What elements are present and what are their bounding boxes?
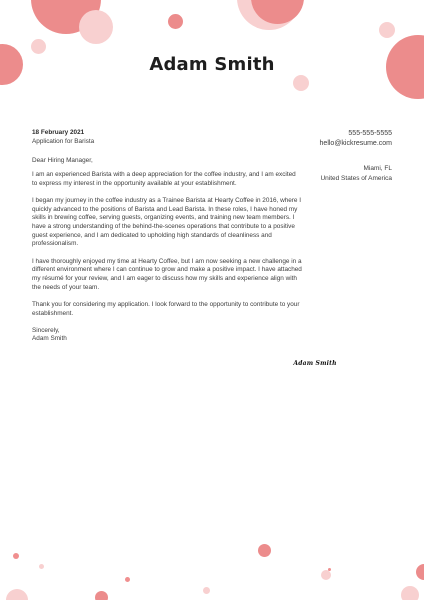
letter-paragraph: I am an experienced Barista with a deep appreciation for the coffee industry, and I am excited to express my interest in the opportunity available at your establishment. xyxy=(32,170,296,187)
applicant-name: Adam Smith xyxy=(149,54,275,76)
decorative-circle xyxy=(401,586,419,600)
decorative-circle xyxy=(13,553,19,559)
greeting: Dear Hiring Manager, xyxy=(32,157,93,164)
decorative-circle xyxy=(416,564,424,580)
closing-block xyxy=(32,327,302,344)
letter-paragraph: Thank you for considering my application. I look forward to the opportunity to contribute to your establishment. xyxy=(32,300,300,317)
decorative-circle xyxy=(79,10,113,44)
signature: Adam Smith xyxy=(293,360,337,367)
decorative-circle xyxy=(379,22,395,38)
decorative-circle xyxy=(328,568,331,571)
contact-block xyxy=(320,129,392,149)
decorative-circle xyxy=(125,577,130,582)
email-address: hello@kickresume.com xyxy=(319,140,392,147)
phone-number: 555-555-5555 xyxy=(348,130,392,137)
address-city: Miami, FL xyxy=(363,165,392,172)
letter-paragraph: I began my journey in the coffee industry as a Trainee Barista at Hearty Coffee in 2016, where I quickly advanced to the positions of Barista and Lead Barista. In these roles, I have honed my skills in brewing coffee, serving guests, organizing events, and training new team members. I have a strong understanding of the behind-the-scenes operations that contribute to a positive guest experience, and I am dedicated to upholding high standards of cleanliness and professionalism. xyxy=(32,196,302,248)
decorative-circle xyxy=(293,75,309,91)
decorative-circle xyxy=(168,14,183,29)
letter-subject: Application for Barista xyxy=(32,137,95,145)
closing-text: Sincerely, xyxy=(32,326,60,334)
decorative-circle xyxy=(95,591,108,600)
letter-body xyxy=(32,157,302,353)
decorative-circle xyxy=(31,39,46,54)
letter-meta xyxy=(32,129,94,146)
decorative-circle xyxy=(39,564,44,569)
address-country: United States of America xyxy=(320,174,392,182)
letter-paragraph: I have thoroughly enjoyed my time at Hearty Coffee, but I am now seeking a new challenge in a different environment where I can continue to grow and make a positive impact. I have attached my résumé for your review, and I am eager to discuss how my skills and experience align with the needs of your team. xyxy=(32,257,302,291)
address-block xyxy=(320,164,392,183)
decorative-circle xyxy=(258,544,271,557)
letter-date: 18 February 2021 xyxy=(32,129,85,136)
decorative-circle xyxy=(203,587,210,594)
decorative-circle xyxy=(321,570,331,580)
decorative-circle xyxy=(6,589,28,600)
closing-name: Adam Smith xyxy=(32,335,67,343)
